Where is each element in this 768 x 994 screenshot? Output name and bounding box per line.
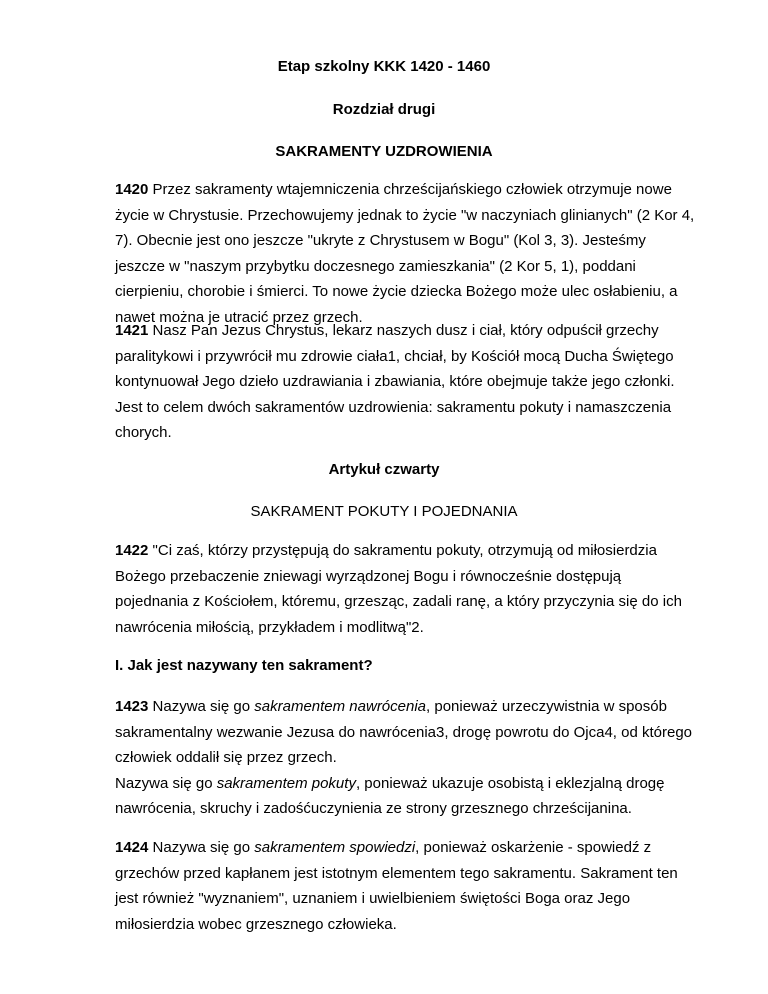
- paragraph-text: , ponieważ ukazuje osobistą i eklezjalną drogę nawrócenia, skruchy i zadośćuczynienia ze strony grzesznego chrześcijanina.: [115, 774, 665, 817]
- emphasis-term: sakramentem spowiedzi: [254, 839, 416, 856]
- paragraph-text: Przez sakramenty wtajemniczenia chrześcijańskiego człowiek otrzymuje nowe życie w Chrystusie. Przechowujemy jednak to życie "w naczyniach glinianych" (2 Kor 4, 7). Obecnie jest ono jeszcze "ukryte z Chrystusem w Bogu" (Kol 3, 3). Jesteśmy jeszcze w "naszym przybytku doczesnego zamieszkania" (2 Kor 5, 1), poddani cierpieniu, chorobie i śmierci. To nowe życie dziecka Bożego może ulec osłabieniu, a nawet można je utracić przez grzech.: [115, 181, 695, 326]
- document-title: Etap szkolny KKK 1420 - 1460: [277, 58, 491, 75]
- paragraph-text: Nasz Pan Jezus Chrystus, lekarz naszych dusz i ciał, który odpuścił grzechy paralitykowi i przywrócił mu zdrowie ciała1, chciał, by Kościół mocą Ducha Świętego kontynuował Jego dzieło uzdrawiania i zbawiania, które obejmuje także jego członki. Jest to celem dwóch sakramentów uzdrowienia: sakramentu pokuty i namaszczenia chorych.: [115, 322, 675, 441]
- paragraph-text: , ponieważ oskarżenie - spowiedź z grzechów przed kapłanem jest istotnym elementem tego sakramentu. Sakrament ten jest również "wyznaniem", uznaniem i uwielbieniem świętości Boga oraz Jego miłosierdzia wobec grzesznego człowieka.: [115, 839, 678, 933]
- chapter-heading: Rozdział drugi: [332, 101, 436, 118]
- paragraph-1422: [115, 538, 695, 640]
- paragraph-number: 1421: [115, 322, 149, 339]
- paragraph-text: "Ci zaś, którzy przystępują do sakramentu pokuty, otrzymują od miłosierdzia Bożego przebaczenie zniewagi wyrządzonej Bogu i równocześnie dostępują pojednania z Kościołem, któremu, grzesząc, zadali ranę, a który przyczynia się do ich nawrócenia miłością, przykładem i modlitwą"2.: [115, 542, 682, 636]
- paragraph-number: 1422: [115, 542, 149, 559]
- paragraph-1424: [115, 835, 695, 937]
- section-title: SAKRAMENTY UZDROWIENIA: [275, 143, 493, 160]
- paragraph-number: 1423: [115, 698, 149, 715]
- paragraph-number: 1424: [115, 839, 149, 856]
- paragraph-1421: [115, 318, 695, 446]
- emphasis-term: sakramentem pokuty: [216, 774, 356, 792]
- paragraph-text: Nazywa się go: [115, 774, 217, 792]
- paragraph-text: Nazywa się go: [148, 698, 255, 715]
- article-title: SAKRAMENT POKUTY I POJEDNANIA: [250, 503, 518, 520]
- paragraph-1420: [115, 177, 695, 330]
- paragraph-text: Nazywa się go: [148, 839, 255, 856]
- article-label: Artykuł czwarty: [328, 461, 440, 478]
- paragraph-number: 1420: [115, 181, 149, 198]
- emphasis-term: sakramentem nawrócenia: [254, 698, 427, 715]
- paragraph-text: , ponieważ urzeczywistnia w sposób sakramentalny wezwanie Jezusa do nawrócenia3, drogę powrotu do Ojca4, od którego człowiek oddalił się przez grzech.: [115, 698, 693, 766]
- paragraph-1423: [115, 694, 695, 822]
- section-heading: I. Jak jest nazywany ten sakrament?: [115, 657, 373, 674]
